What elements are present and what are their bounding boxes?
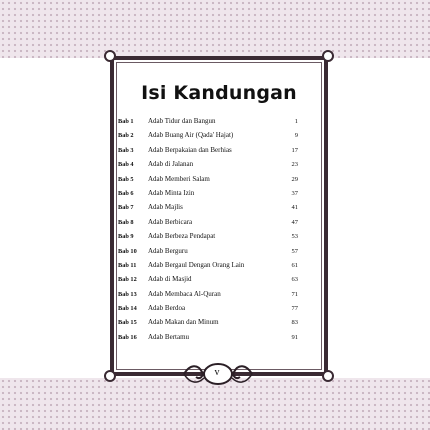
chapter-page-number: 57 bbox=[291, 247, 298, 255]
chapter-title: Adab di Masjid bbox=[148, 275, 192, 284]
chapter-page-number: 9 bbox=[294, 132, 298, 140]
chapter-label: Bab 14 bbox=[118, 305, 137, 313]
toc-entry bbox=[118, 290, 298, 304]
chapter-title: Adab di Jalanan bbox=[148, 160, 194, 169]
toc-entry bbox=[118, 146, 298, 160]
toc-entry bbox=[118, 160, 298, 174]
toc-entry bbox=[118, 218, 298, 232]
toc-entry bbox=[118, 117, 298, 131]
chapter-page-number: 1 bbox=[294, 118, 298, 125]
chapter-page-number: 23 bbox=[291, 161, 298, 169]
chapter-title: Adab Berguru bbox=[148, 246, 188, 255]
chapter-label: Bab 13 bbox=[118, 290, 137, 298]
chapter-label: Bab 1 bbox=[118, 118, 134, 125]
chapter-page-number: 91 bbox=[291, 333, 298, 341]
chapter-title: Adab Makan dan Minum bbox=[148, 318, 219, 327]
chapter-label: Bab 16 bbox=[118, 333, 137, 341]
chapter-title: Adab Membaca Al-Quran bbox=[148, 289, 221, 298]
chapter-title: Adab Buang Air (Qada' Hajat) bbox=[148, 131, 234, 140]
chapter-label: Bab 8 bbox=[118, 218, 134, 226]
chapter-page-number: 53 bbox=[291, 233, 298, 241]
toc-entry bbox=[118, 189, 298, 203]
chapter-label: Bab 6 bbox=[118, 189, 134, 197]
chapter-page-number: 47 bbox=[291, 218, 298, 226]
chapter-title: Adab Berpakaian dan Berhias bbox=[148, 145, 232, 154]
frame-corner-ornament bbox=[104, 370, 116, 382]
frame-corner-ornament bbox=[104, 50, 116, 62]
chapter-page-number: 61 bbox=[291, 261, 298, 269]
toc-entry bbox=[118, 275, 298, 289]
chapter-label: Bab 7 bbox=[118, 204, 134, 212]
toc-entry bbox=[118, 203, 298, 217]
chapter-page-number: 71 bbox=[291, 290, 298, 298]
toc-entry bbox=[118, 247, 298, 261]
toc-entry bbox=[118, 304, 298, 318]
decorative-border-top bbox=[0, 0, 430, 58]
chapter-label: Bab 4 bbox=[118, 161, 134, 169]
chapter-page-number: 41 bbox=[291, 204, 298, 212]
page-title: Isi Kandungan bbox=[141, 82, 297, 104]
chapter-page-number: 83 bbox=[291, 319, 298, 327]
chapter-label: Bab 15 bbox=[118, 319, 137, 327]
toc-entry bbox=[118, 261, 298, 275]
chapter-title: Adab Berbeza Pendapat bbox=[148, 232, 216, 241]
frame-corner-ornament bbox=[322, 50, 334, 62]
chapter-title: Adab Berbicara bbox=[148, 217, 193, 226]
chapter-title: Adab Memberi Salam bbox=[148, 174, 210, 183]
chapter-title: Adab Bertamu bbox=[148, 332, 190, 341]
chapter-title: Adab Majlis bbox=[148, 203, 183, 212]
chapter-page-number: 37 bbox=[291, 189, 298, 197]
chapter-title: Adab Bergaul Dengan Orang Lain bbox=[148, 260, 245, 269]
toc-entry bbox=[118, 333, 298, 347]
frame-corner-ornament bbox=[322, 370, 334, 382]
toc-entry bbox=[118, 232, 298, 246]
chapter-page-number: 17 bbox=[291, 146, 298, 154]
page-number: v bbox=[214, 367, 220, 378]
chapter-page-number: 63 bbox=[291, 276, 298, 284]
chapter-title: Adab Minta Izin bbox=[148, 188, 195, 197]
chapter-title: Adab Tidur dan Bangun bbox=[148, 117, 216, 125]
chapter-label: Bab 9 bbox=[118, 233, 134, 241]
toc-entry bbox=[118, 131, 298, 145]
toc-entry bbox=[118, 318, 298, 332]
chapter-page-number: 77 bbox=[291, 305, 298, 313]
chapter-title: Adab Berdoa bbox=[148, 304, 186, 313]
chapter-label: Bab 2 bbox=[118, 132, 134, 140]
chapter-label: Bab 3 bbox=[118, 146, 134, 154]
chapter-page-number: 29 bbox=[291, 175, 298, 183]
chapter-label: Bab 11 bbox=[118, 261, 137, 269]
chapter-label: Bab 12 bbox=[118, 276, 137, 284]
chapter-label: Bab 10 bbox=[118, 247, 137, 255]
toc-entry bbox=[118, 175, 298, 189]
chapter-label: Bab 5 bbox=[118, 175, 134, 183]
table-of-contents bbox=[118, 117, 298, 347]
